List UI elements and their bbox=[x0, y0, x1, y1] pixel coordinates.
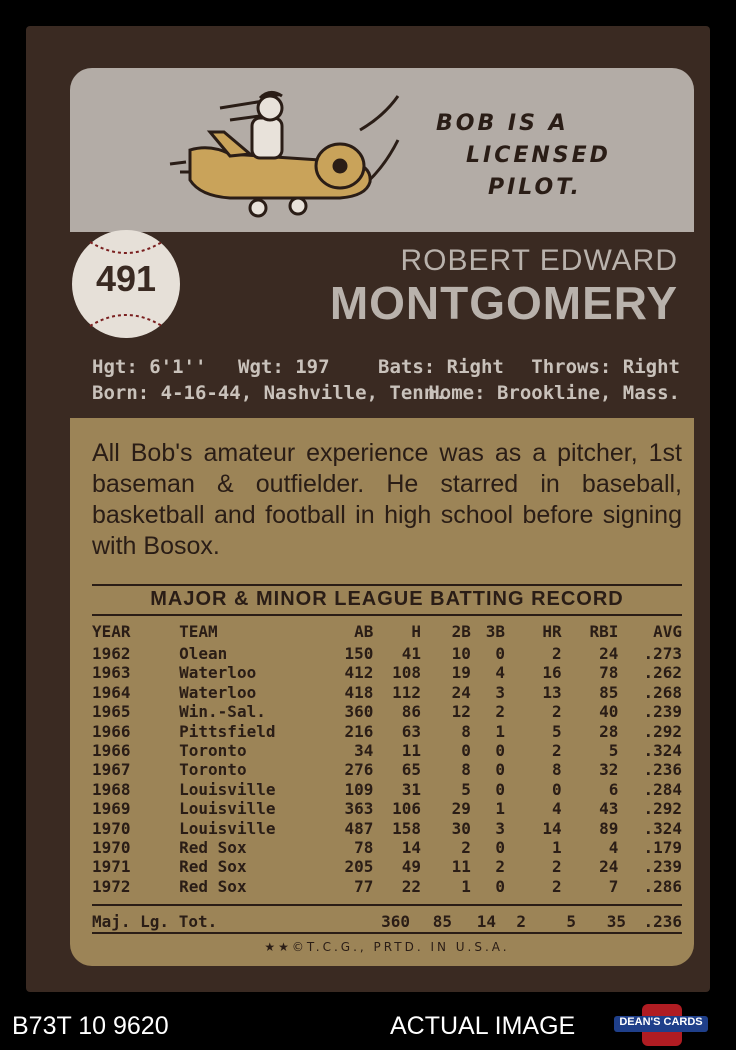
stat-cell: 2 bbox=[495, 702, 505, 722]
caption-line: BOB IS A bbox=[436, 111, 569, 136]
table-row bbox=[92, 799, 682, 818]
totals-label: Maj. Lg. Tot. bbox=[92, 912, 218, 931]
year-cell: 1964 bbox=[92, 682, 131, 702]
year-cell: 1971 bbox=[92, 857, 131, 877]
stat-cell: .324 bbox=[643, 818, 682, 838]
header-team: TEAM bbox=[179, 622, 218, 642]
stat-cell: 8 bbox=[552, 760, 562, 780]
stat-cell: 41 bbox=[401, 644, 421, 663]
stat-cell: 109 bbox=[344, 779, 374, 799]
team-cell: Red Sox bbox=[179, 838, 247, 858]
stat-cell: 85 bbox=[599, 682, 619, 702]
stat-cell: .292 bbox=[643, 799, 682, 819]
header-rbi: RBI bbox=[589, 622, 619, 642]
stat-cell: 28 bbox=[599, 721, 619, 741]
stat-cell: 276 bbox=[344, 760, 374, 780]
stat-cell: 5 bbox=[608, 741, 619, 761]
stat-cell: 3 bbox=[495, 682, 505, 702]
header-3b: 3B bbox=[485, 622, 505, 642]
table-row bbox=[92, 741, 682, 760]
stat-cell: 16 bbox=[542, 663, 562, 683]
year-cell: 1970 bbox=[92, 818, 131, 838]
year-cell: 1969 bbox=[92, 799, 131, 819]
stat-cell: 6 bbox=[608, 779, 619, 799]
stat-cell: 2 bbox=[552, 644, 562, 663]
stat-cell: .268 bbox=[643, 682, 682, 702]
table-row bbox=[92, 760, 682, 779]
stat-cell: 106 bbox=[392, 799, 421, 819]
stat-cell: 31 bbox=[401, 779, 421, 799]
stat-cell: 5 bbox=[461, 779, 471, 799]
stat-cell: 1 bbox=[461, 876, 471, 896]
stat-cell: 14 bbox=[542, 818, 562, 838]
stat-cell: 108 bbox=[392, 663, 421, 683]
stat-cell: 22 bbox=[401, 876, 421, 896]
stat-cell: 40 bbox=[599, 702, 619, 722]
stat-cell: 78 bbox=[354, 838, 374, 858]
stat-cell: 29 bbox=[451, 799, 471, 819]
table-row bbox=[92, 702, 682, 721]
stat-cell: 78 bbox=[599, 663, 619, 683]
year-cell: 1966 bbox=[92, 721, 131, 741]
totals-cell: 35 bbox=[606, 912, 626, 931]
team-cell: Waterloo bbox=[179, 663, 257, 683]
stat-cell: 363 bbox=[344, 799, 374, 819]
stat-cell: .286 bbox=[643, 876, 682, 896]
stat-cell: .292 bbox=[643, 721, 682, 741]
table-row bbox=[92, 857, 682, 876]
header-h: H bbox=[411, 622, 421, 642]
team-cell: Louisville bbox=[179, 818, 276, 838]
stat-cell: 0 bbox=[495, 760, 505, 780]
header-hr: HR bbox=[542, 622, 562, 642]
stat-cell: 2 bbox=[552, 702, 562, 722]
stat-cell: 32 bbox=[599, 760, 619, 780]
stat-cell: 112 bbox=[392, 682, 421, 702]
home: Home: Brookline, Mass. bbox=[428, 382, 680, 404]
born: Born: 4-16-44, Nashville, Tenn. bbox=[92, 382, 447, 404]
totals-cell: 5 bbox=[566, 912, 576, 931]
stat-cell: 5 bbox=[552, 721, 562, 741]
record-title: MAJOR & MINOR LEAGUE BATTING RECORD bbox=[150, 588, 624, 610]
header-year: YEAR bbox=[92, 622, 131, 642]
cert-id: B73T 10 9620 bbox=[12, 1012, 169, 1040]
caption-line: LICENSED bbox=[466, 143, 611, 168]
stat-cell: 43 bbox=[599, 799, 619, 819]
stat-cell: 216 bbox=[344, 721, 374, 741]
stat-cell: 2 bbox=[552, 876, 562, 896]
actual-image-label: ACTUAL IMAGE bbox=[390, 1012, 576, 1040]
stat-cell: .179 bbox=[643, 838, 682, 858]
year-cell: 1967 bbox=[92, 760, 131, 780]
stat-cell: 65 bbox=[401, 760, 421, 780]
stat-cell: 2 bbox=[495, 857, 505, 877]
stat-cell: 8 bbox=[461, 760, 471, 780]
stat-cell: .324 bbox=[643, 741, 682, 761]
stat-cell: 89 bbox=[599, 818, 619, 838]
team-cell: Louisville bbox=[179, 779, 276, 799]
stat-cell: 0 bbox=[552, 779, 562, 799]
header-ab: AB bbox=[354, 622, 374, 642]
stat-cell: 77 bbox=[354, 876, 374, 896]
team-cell: Waterloo bbox=[179, 682, 257, 702]
stat-cell: 150 bbox=[344, 644, 374, 663]
stat-cell: 487 bbox=[344, 818, 374, 838]
stat-cell: 19 bbox=[451, 663, 471, 683]
stat-cell: 10 bbox=[451, 644, 471, 663]
stat-cell: 34 bbox=[354, 741, 374, 761]
player-first-names: ROBERT EDWARD bbox=[400, 244, 678, 277]
stat-cell: .262 bbox=[643, 663, 682, 683]
header-avg: AVG bbox=[653, 622, 682, 642]
year-cell: 1972 bbox=[92, 876, 131, 896]
logo-text: DEAN'S CARDS bbox=[619, 1016, 703, 1028]
stat-cell: 13 bbox=[542, 682, 562, 702]
bottom-rule bbox=[92, 932, 682, 934]
year-cell: 1968 bbox=[92, 779, 131, 799]
stat-cell: .273 bbox=[643, 644, 682, 663]
stat-cell: 14 bbox=[401, 838, 421, 858]
caption-line: PILOT. bbox=[488, 175, 582, 200]
stat-cell: 2 bbox=[552, 857, 562, 877]
stat-cell: 158 bbox=[392, 818, 421, 838]
team-cell: Louisville bbox=[179, 799, 276, 819]
stat-cell: 11 bbox=[451, 857, 471, 877]
table-row bbox=[92, 819, 682, 838]
table-row bbox=[92, 644, 682, 663]
totals-cell: 14 bbox=[476, 912, 496, 931]
header-2b: 2B bbox=[451, 622, 471, 642]
stat-cell: 30 bbox=[451, 818, 471, 838]
bio-text: All Bob's amateur experience was as a pitcher, 1st baseman & outfielder. He starred in baseball, basketball and football in high school before signing with Bosox. bbox=[92, 439, 682, 560]
year-cell: 1962 bbox=[92, 644, 131, 663]
stat-cell: 0 bbox=[495, 644, 505, 663]
bats: Bats: Right bbox=[378, 356, 504, 378]
stat-cell: 24 bbox=[451, 682, 471, 702]
year-cell: 1970 bbox=[92, 838, 131, 858]
stat-cell: 4 bbox=[552, 799, 562, 819]
totals-cell: 85 bbox=[432, 912, 452, 931]
stat-cell: 11 bbox=[401, 741, 421, 761]
team-cell: Red Sox bbox=[179, 857, 247, 877]
team-cell: Pittsfield bbox=[179, 721, 276, 741]
totals-row bbox=[92, 906, 682, 931]
stat-cell: 24 bbox=[599, 644, 619, 663]
stat-cell: 2 bbox=[552, 741, 562, 761]
stat-cell: 205 bbox=[344, 857, 374, 877]
table-row bbox=[92, 838, 682, 857]
totals-cell: 360 bbox=[381, 912, 410, 931]
stat-cell: 0 bbox=[495, 741, 505, 761]
stat-cell: 2 bbox=[461, 838, 471, 858]
table-row bbox=[92, 722, 682, 741]
stat-cell: 63 bbox=[401, 721, 421, 741]
stat-cell: 86 bbox=[401, 702, 421, 722]
stat-cell: .236 bbox=[643, 760, 682, 780]
year-cell: 1966 bbox=[92, 741, 131, 761]
stat-cell: .284 bbox=[643, 779, 682, 799]
stat-cell: 1 bbox=[495, 799, 505, 819]
stat-cell: 24 bbox=[599, 857, 619, 877]
totals-cell: .236 bbox=[643, 912, 682, 931]
stat-cell: 12 bbox=[451, 702, 471, 722]
team-cell: Red Sox bbox=[179, 876, 247, 896]
team-cell: Toronto bbox=[179, 760, 247, 780]
stat-cell: .239 bbox=[643, 857, 682, 877]
weight: Wgt: 197 bbox=[238, 356, 330, 378]
table-row bbox=[92, 663, 682, 682]
totals-cell: 2 bbox=[516, 912, 526, 931]
stat-cell: 0 bbox=[495, 838, 505, 858]
stat-cell: 3 bbox=[495, 818, 505, 838]
record-top-rule bbox=[92, 584, 682, 586]
stat-cell: 0 bbox=[495, 876, 505, 896]
stat-cell: 360 bbox=[344, 702, 374, 722]
table-body bbox=[92, 644, 682, 896]
stat-cell: 7 bbox=[608, 876, 619, 896]
totals-table bbox=[92, 906, 682, 931]
table-row bbox=[92, 877, 682, 896]
team-cell: Toronto bbox=[179, 741, 247, 761]
stat-cell: 418 bbox=[344, 682, 374, 702]
stat-cell: 4 bbox=[495, 663, 505, 683]
copyright: ★★©T.C.G., PRTD. IN U.S.A. bbox=[264, 940, 510, 954]
stat-cell: .239 bbox=[643, 702, 682, 722]
team-cell: Win.-Sal. bbox=[179, 702, 266, 722]
batting-record-table bbox=[92, 620, 682, 896]
table-row bbox=[92, 683, 682, 702]
year-cell: 1963 bbox=[92, 663, 131, 683]
stat-cell: 49 bbox=[401, 857, 421, 877]
table-header-row bbox=[92, 620, 682, 644]
year-cell: 1965 bbox=[92, 702, 131, 722]
player-last-name: MONTGOMERY bbox=[329, 277, 678, 329]
height: Hgt: 6'1'' bbox=[92, 356, 207, 378]
stat-cell: 1 bbox=[495, 721, 505, 741]
stat-cell: 8 bbox=[461, 721, 471, 741]
cartoon-caption bbox=[436, 108, 666, 204]
record-title-rule bbox=[92, 614, 682, 616]
stat-cell: 4 bbox=[608, 838, 619, 858]
stat-cell: 0 bbox=[461, 741, 471, 761]
stat-cell: 1 bbox=[552, 838, 562, 858]
stat-cell: 412 bbox=[344, 663, 374, 683]
throws: Throws: Right bbox=[531, 356, 680, 378]
card-number: 491 bbox=[95, 258, 157, 299]
table-row bbox=[92, 780, 682, 799]
stat-cell: 0 bbox=[495, 779, 505, 799]
team-cell: Olean bbox=[179, 644, 228, 663]
